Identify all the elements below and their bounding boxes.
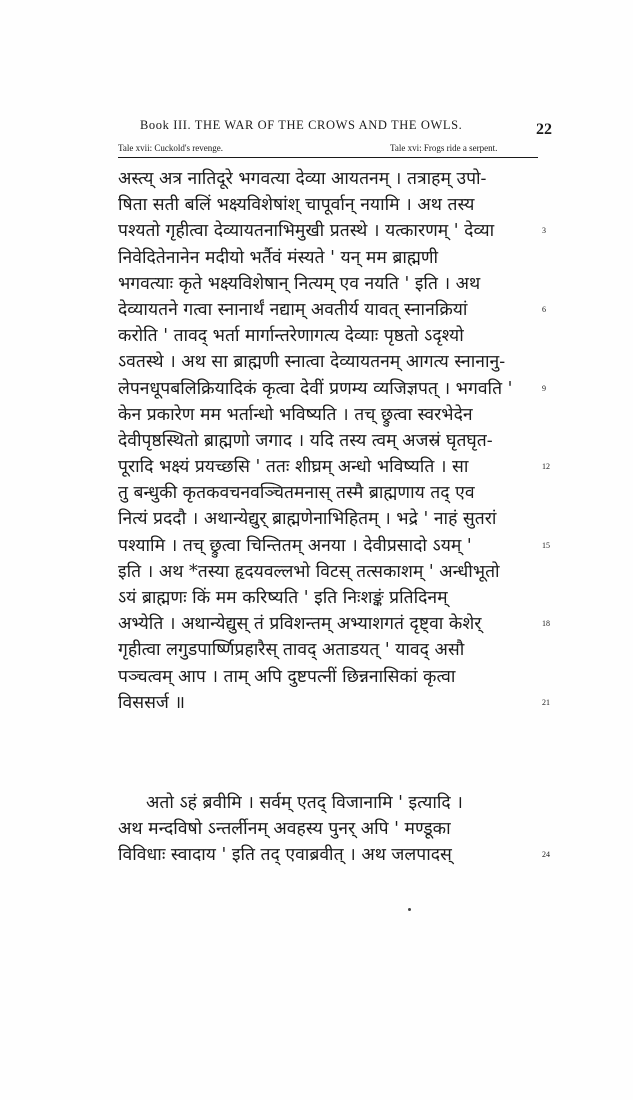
text-line	[118, 218, 546, 244]
line-text: अस्त्य् अत्र नातिदूरे भगवत्या देव्या आयतनम् । तत्राहम् उपो-	[118, 169, 487, 189]
text-line	[118, 271, 540, 297]
text-line	[118, 559, 540, 585]
text-line	[118, 297, 546, 323]
text-line	[118, 166, 540, 192]
line-text: पश्यामि । तच् छ्रुत्वा चिन्तितम् अनया । देवीप्रसादो ऽयम् '	[118, 535, 472, 556]
text-line	[118, 349, 540, 375]
line-number: 18	[542, 619, 550, 629]
page-number: 22	[536, 121, 552, 138]
line-text: षिता सती बलिं भक्ष्यविशेषांश् चापूर्वान् नयामि । अथ तस्य	[118, 195, 475, 216]
text-line	[118, 533, 550, 559]
text-line	[118, 323, 540, 349]
text-line	[118, 790, 540, 816]
line-text: अथ मन्दविषो ऽन्तर्लीनम् अवहस्य पुनर् अपि ' मण्डूका	[118, 819, 451, 840]
text-line	[118, 664, 540, 690]
line-text: इति । अथ *तस्या हृदयवल्लभो विटस् तत्सकाशम् ' अन्धीभूतो	[118, 561, 500, 582]
text-line	[118, 454, 550, 480]
line-text: विविधाः स्वादाय ' इति तद् एवाब्रवीत् । अथ जलपादस्	[118, 845, 452, 866]
text-line	[118, 402, 540, 428]
line-number: 6	[542, 304, 546, 314]
text-line	[118, 690, 550, 716]
line-text: ऽयं ब्राह्मणः किं मम करिष्यति ' इति निःशङ्कं प्रतिदिनम्	[118, 588, 448, 608]
line-text: अतो ऽहं ब्रवीमि । सर्वम् एतद् विजानामि ' इत्यादि ।	[146, 793, 463, 813]
line-text: पूरादि भक्ष्यं प्रयच्छसि ' ततः शीघ्रम् अन्धो भविष्यति । सा	[118, 457, 469, 478]
line-text: देव्यायतने गत्वा स्नानार्थं नद्याम् अवतीर्य यावत् स्नानक्रियां	[118, 299, 468, 320]
line-number: 21	[542, 697, 550, 707]
line-text: करोति ' तावद् भर्ता मार्गान्तरेणागत्य देव्याः पृष्ठतो ऽदृश्यो	[118, 326, 464, 347]
line-text: देवीपृष्ठस्थितो ब्राह्मणो जगाद । यदि तस्य त्वम् अजस्रं घृतघृत-	[118, 430, 493, 451]
text-line	[118, 192, 540, 218]
line-text: पञ्चत्वम् आप । ताम् अपि दुष्टपत्नीं छिन्ननासिकां कृत्वा	[118, 666, 456, 687]
line-number: 3	[542, 226, 546, 236]
line-text: तु बन्धुकी कृतकवचनवञ्चितमनास् तस्मै ब्राह्मणाय तद् एव	[118, 483, 475, 504]
text-line	[118, 842, 550, 868]
line-text: ऽवतस्थे । अथ सा ब्राह्मणी स्नात्वा देव्यायतनम् आगत्य स्नानानु-	[118, 352, 506, 373]
main-text-block	[118, 166, 550, 716]
line-text: विससर्ज ॥	[118, 692, 185, 713]
line-text: निवेदितेनानेन मदीयो भर्तैवं मंस्यते ' यन् मम ब्राह्मणी	[118, 247, 439, 268]
line-text: गृहीत्वा लगुडपार्ष्णिप्रहारैस् तावद् अताडयत् ' यावद् असौ	[118, 640, 465, 661]
text-line	[118, 611, 550, 637]
line-number: 9	[542, 383, 546, 393]
text-line	[118, 480, 540, 506]
tale-right-label: Tale xvi: Frogs ride a serpent.	[390, 143, 498, 153]
text-line	[118, 585, 540, 611]
line-text: भगवत्याः कृते भक्ष्यविशेषान् नित्यम् एव नयति ' इति । अथ	[118, 273, 481, 294]
tale-left-label: Tale xvii: Cuckold's revenge.	[118, 143, 223, 153]
line-number: 12	[542, 462, 550, 472]
line-number: 24	[542, 850, 550, 860]
text-line	[118, 506, 540, 532]
line-text: पश्यतो गृहीत्वा देव्यायतनाभिमुखी प्रतस्थे । यत्कारणम् ' देव्या	[118, 221, 495, 242]
text-line	[118, 376, 546, 402]
header-rule	[118, 157, 538, 158]
running-head	[0, 118, 633, 140]
running-title: Book III. THE WAR OF THE CROWS AND THE OWLS.	[140, 118, 463, 132]
line-text: लेपनधूपबलिक्रियादिकं कृत्वा देवीं प्रणम्य व्यजिज्ञपत् । भगवति '	[118, 378, 513, 399]
line-text: केन प्रकारेण मम भर्तान्धो भविष्यति । तच् छ्रुत्वा स्वरभेदेन	[118, 404, 473, 425]
line-text: नित्यं प्रददौ । अथान्येद्युर् ब्राह्मणेनाभिहितम् । भद्रे ' नाहं सुतरां	[118, 509, 497, 530]
tale-subheads	[0, 143, 633, 157]
text-line	[118, 428, 540, 454]
print-speck	[408, 908, 411, 911]
line-text: अभ्येति । अथान्येद्युस् तं प्रविशन्तम् अभ्याशगतं दृष्ट्वा केशेर्	[118, 614, 482, 635]
text-line	[118, 637, 540, 663]
text-line	[118, 816, 540, 842]
second-paragraph	[118, 790, 550, 869]
text-line	[118, 245, 540, 271]
line-number: 15	[542, 540, 550, 550]
